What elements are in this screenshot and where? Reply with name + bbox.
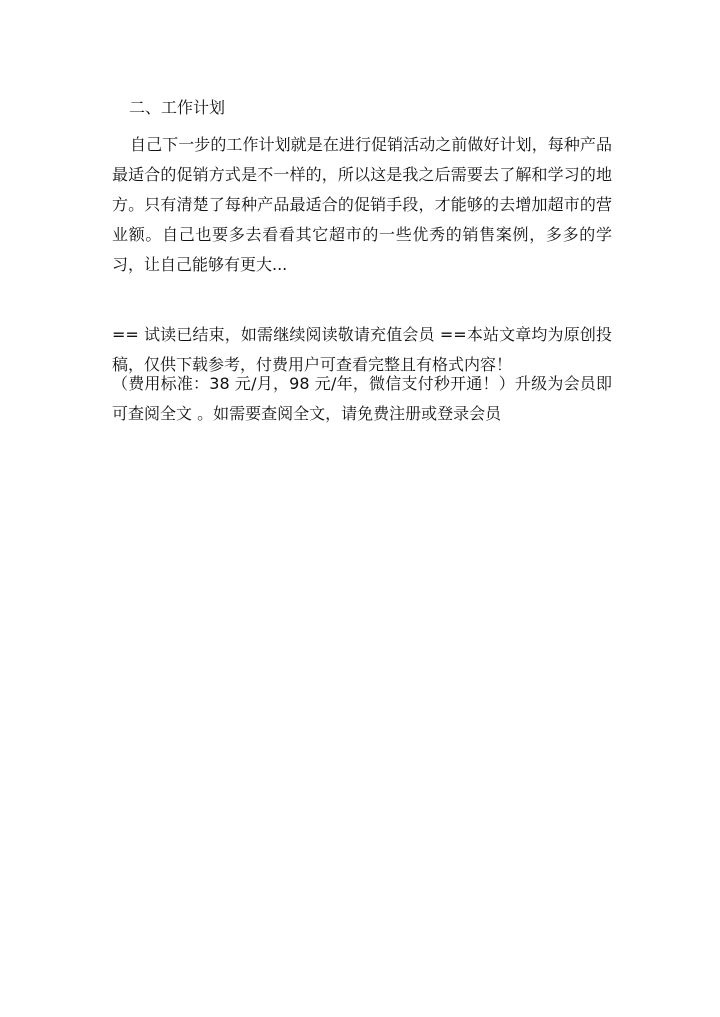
section-heading: 二、工作计划 xyxy=(129,98,226,117)
membership-notice: （费用标准：38 元/月，98 元/年，微信支付秒开通！）升级为会员即可查阅全文 。如需要查阅全文，请免费注册或登录会员 xyxy=(112,374,612,423)
trial-notice: == 试读已结束，如需继续阅读敬请充值会员 ==本站文章均为原创投稿，仅供下载参考，付费用户可查看完整且有格式内容！ xyxy=(112,325,612,374)
paragraph-text: 自己下一步的工作计划就是在进行促销活动之前做好计划，每种产品最适合的促销方式是不一样的，所以这是我之后需要去了解和学习的地方。只有清楚了每种产品最适合的促销手段，才能够的去增加超市的营业额。自己也要多去看看其它超市的一些优秀的销售案例，多多的学习，让自己能够有更大... xyxy=(112,135,612,274)
